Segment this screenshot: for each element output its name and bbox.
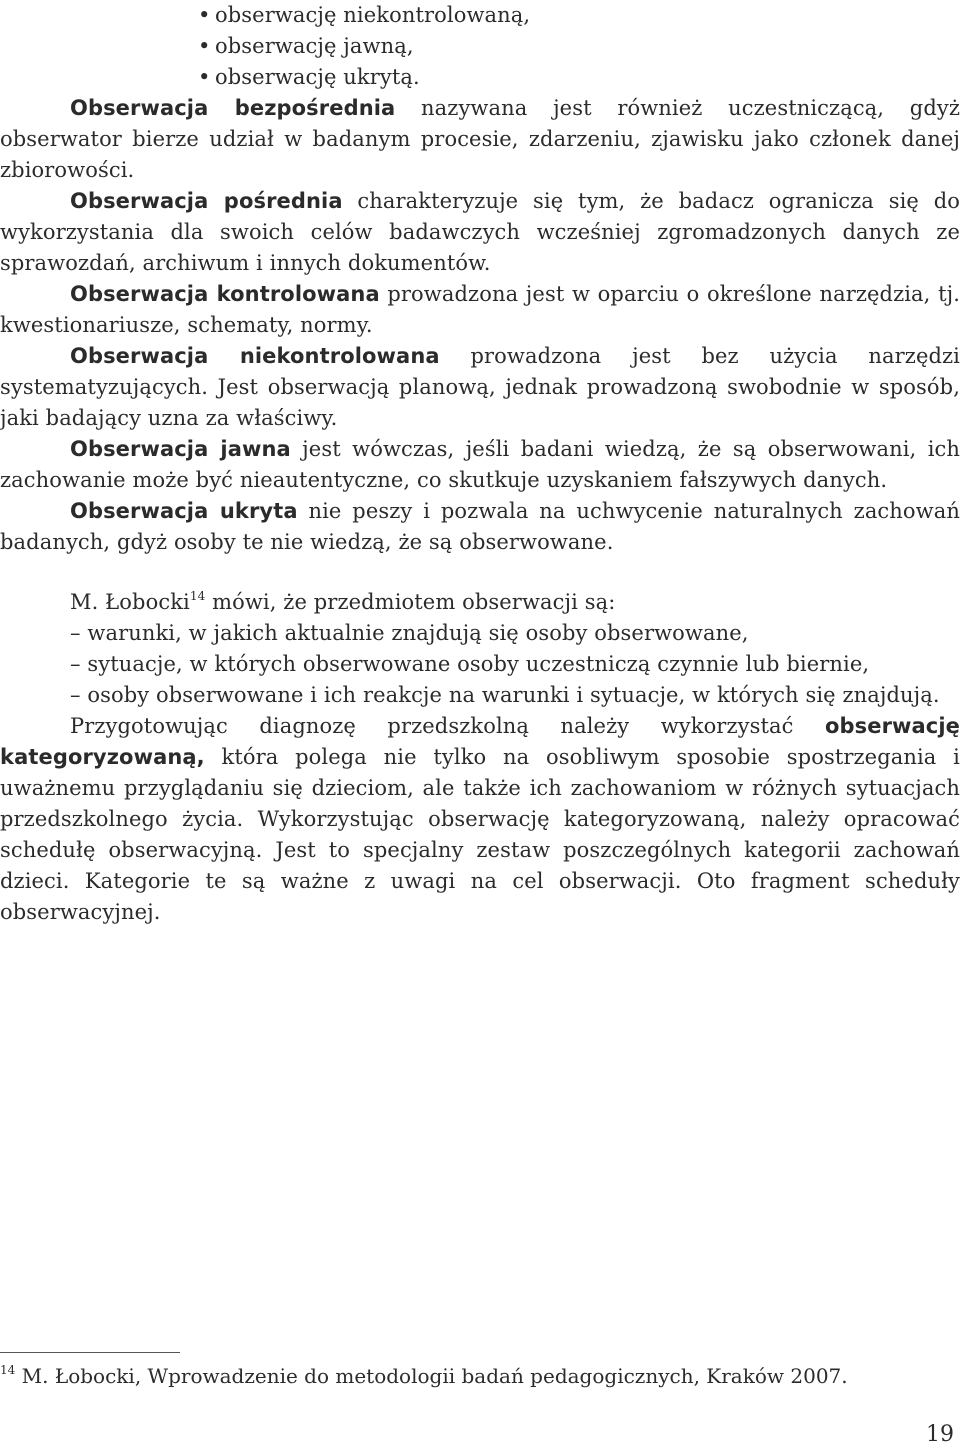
footnote-divider <box>0 1352 180 1353</box>
definition-text: charakteryzuje się tym, że badacz ogranicza się do wykorzystania dla swoich celów badawczych wcześniej zgromadzonych danych ze sprawozdań, archiwum i innych dokumentów. <box>0 189 960 275</box>
dash-item: – sytuacje, w których obserwowane osoby uczestniczą czynnie lub biernie, <box>70 652 870 676</box>
observation-types-list <box>0 0 960 93</box>
definition-text: prowadzona jest w oparciu o określone narzędzia, tj. kwestionariusze, schematy, normy. <box>0 282 960 337</box>
final-paragraph <box>0 711 960 928</box>
footnote <box>0 1362 848 1390</box>
list-item: • obserwację ukrytą. <box>0 62 960 93</box>
final-term: obserwację kategoryzowaną, <box>0 714 960 769</box>
page-number: 19 <box>926 1422 954 1447</box>
intro-text: mówi, że przedmiotem obserwacji są: <box>205 590 616 614</box>
definition-term: Obserwacja jawna <box>70 437 291 461</box>
final-text-after: która polega nie tylko na osobliwym sposobie spostrzegania i uważnemu przyglądaniu się dzieciom, ale także ich zachowaniom w różnych sytuacjach przedszkolnego życia. Wykorzystując obserwację kategoryzowaną, należy opracować schedułę obserwacyjną. Jest to specjalny zestaw poszczególnych kategorii zachowań dzieci. Kategorie te są ważne z uwagi na cel obserwacji. Oto fragment scheduły obserwacyjnej. <box>0 745 960 924</box>
list-item: • obserwację niekontrolowaną, <box>0 0 960 31</box>
definition-paragraph <box>0 186 960 279</box>
final-text-before: Przygotowując diagnozę przedszkolną należy wykorzystać <box>70 714 825 738</box>
definition-term: Obserwacja bezpośrednia <box>70 96 396 120</box>
section-gap <box>0 558 960 587</box>
footnote-ref: 14 <box>189 589 206 603</box>
definition-text: jest wówczas, jeśli badani wiedzą, że są obserwowani, ich zachowanie może być nieautentyczne, co skutkuje uzyskaniem fałszywych danych. <box>0 437 960 492</box>
dash-item: – warunki, w jakich aktualnie znajdują się osoby obserwowane, <box>70 621 749 645</box>
footnote-number: 14 <box>0 1363 16 1377</box>
dash-item: – osoby obserwowane i ich reakcje na warunki i sytuacje, w których się znajdują. <box>70 683 940 707</box>
definition-term: Obserwacja kontrolowana <box>70 282 380 306</box>
definition-paragraph <box>0 434 960 496</box>
definition-paragraph <box>0 93 960 186</box>
definition-text: nazywana jest również uczestniczącą, gdyż obserwator bierze udział w badanym procesie, zdarzeniu, zjawisku jako członek danej zbiorowości. <box>0 96 960 182</box>
definition-text: prowadzona jest bez użycia narzędzi systematyzujących. Jest obserwacją planową, jednak prowadzoną swobodnie w sposób, jaki badający uzna za właściwy. <box>0 344 960 430</box>
author-name: M. Łobocki <box>70 590 190 614</box>
definition-paragraph <box>0 279 960 341</box>
footnote-text: M. Łobocki, Wprowadzenie do metodologii badań pedagogicznych, Kraków 2007. <box>15 1364 848 1388</box>
list-item: • obserwację jawną, <box>0 31 960 62</box>
definition-term: Obserwacja pośrednia <box>70 189 343 213</box>
definition-term: Obserwacja ukryta <box>70 499 298 523</box>
definition-paragraph <box>0 496 960 558</box>
definition-term: Obserwacja niekontrolowana <box>70 344 440 368</box>
definition-paragraph <box>0 341 960 434</box>
definition-text: nie peszy i pozwala na uchwycenie naturalnych zachowań badanych, gdyż osoby te nie wiedzą, że są obserwowane. <box>0 499 960 554</box>
lobocki-intro <box>0 587 960 618</box>
